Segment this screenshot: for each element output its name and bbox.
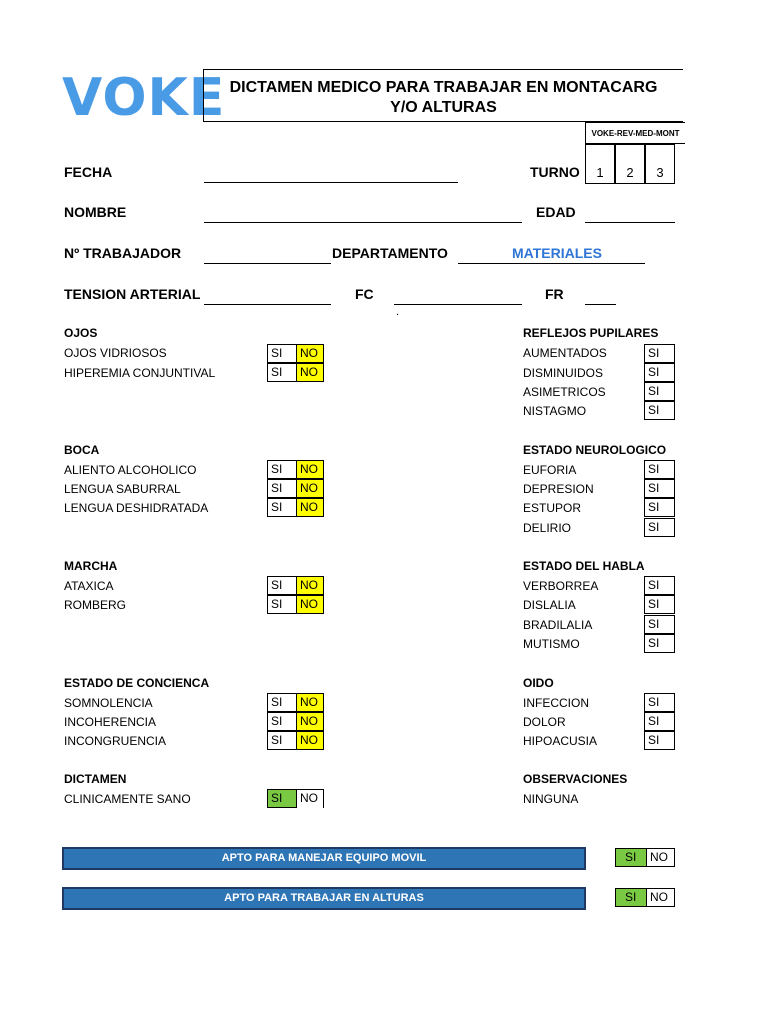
no-option[interactable]: NO — [296, 595, 324, 614]
item-label: BRADILALIA — [523, 618, 593, 632]
dictamen-item: CLINICAMENTE SANO — [64, 792, 191, 806]
form-title — [203, 69, 683, 122]
departamento-value: MATERIALES — [512, 245, 602, 261]
item-label: VERBORREA — [523, 579, 599, 593]
stray-dot: . — [396, 306, 400, 318]
section-marcha: MARCHA — [64, 559, 118, 573]
si-option[interactable]: SI — [644, 382, 675, 401]
section-oido: OIDO — [523, 676, 554, 690]
edad-label: EDAD — [536, 204, 576, 220]
si-option[interactable]: SI — [267, 731, 296, 750]
si-option[interactable]: SI — [267, 712, 296, 731]
nombre-label: NOMBRE — [64, 204, 127, 220]
item-label: DELIRIO — [523, 521, 572, 535]
trabajador-field[interactable] — [204, 263, 331, 264]
si-option[interactable]: SI — [267, 693, 296, 712]
turno-option-1[interactable]: 1 — [585, 144, 615, 184]
no-option[interactable]: NO — [646, 888, 675, 907]
section-habla: ESTADO DEL HABLA — [523, 559, 645, 573]
si-option[interactable]: SI — [267, 344, 296, 363]
si-option[interactable]: SI — [267, 363, 296, 382]
observaciones-value: NINGUNA — [523, 792, 579, 806]
item-label: OJOS VIDRIOSOS — [64, 346, 167, 360]
si-option[interactable]: SI — [644, 712, 675, 731]
no-option[interactable]: NO — [296, 460, 324, 479]
no-option[interactable]: NO — [296, 479, 324, 498]
item-label: LENGUA SABURRAL — [64, 482, 181, 496]
item-label: DISMINUIDOS — [523, 366, 604, 380]
no-option[interactable]: NO — [296, 498, 324, 517]
nombre-field[interactable] — [204, 222, 522, 223]
tension-label: TENSION ARTERIAL — [64, 286, 201, 302]
no-option[interactable]: NO — [296, 576, 324, 595]
fc-field[interactable] — [394, 304, 522, 305]
section-ojos: OJOS — [64, 326, 98, 340]
title-line-2: Y/O ALTURAS — [390, 99, 497, 116]
si-option[interactable]: SI — [644, 615, 675, 634]
item-label: DEPRESION — [523, 482, 594, 496]
form-code: VOKE-REV-MED-MONT — [585, 122, 685, 144]
no-option[interactable]: NO — [296, 712, 324, 731]
section-boca: BOCA — [64, 443, 100, 457]
departamento-label: DEPARTAMENTO — [332, 245, 448, 261]
item-label: AUMENTADOS — [523, 346, 607, 360]
si-option[interactable]: SI — [615, 888, 646, 907]
section-neurologico: ESTADO NEUROLOGICO — [523, 443, 667, 457]
item-label: HIPOACUSIA — [523, 734, 598, 748]
item-label: HIPEREMIA CONJUNTIVAL — [64, 366, 216, 380]
no-option[interactable]: NO — [296, 344, 324, 363]
si-option[interactable]: SI — [267, 576, 296, 595]
title-line-1: DICTAMEN MEDICO PARA TRABAJAR EN MONTACARG — [229, 79, 658, 96]
si-option[interactable]: SI — [644, 595, 675, 614]
si-option[interactable]: SI — [644, 363, 675, 382]
item-label: DOLOR — [523, 715, 566, 729]
no-option[interactable]: NO — [296, 731, 324, 750]
item-label: EUFORIA — [523, 463, 577, 477]
si-option[interactable]: SI — [644, 344, 675, 363]
item-label: ASIMETRICOS — [523, 385, 606, 399]
si-option[interactable]: SI — [644, 731, 675, 750]
item-label: INCONGRUENCIA — [64, 734, 167, 748]
si-option[interactable]: SI — [644, 634, 675, 653]
item-label: ROMBERG — [64, 598, 127, 612]
no-option[interactable]: NO — [296, 363, 324, 382]
voke-logo: VOKE — [62, 68, 226, 128]
si-option[interactable]: SI — [267, 789, 296, 808]
item-label: ALIENTO ALCOHOLICO — [64, 463, 197, 477]
fecha-label: FECHA — [64, 164, 113, 180]
fr-field[interactable] — [585, 304, 616, 305]
turno-option-3[interactable]: 3 — [645, 144, 675, 184]
si-option[interactable]: SI — [644, 518, 675, 537]
section-observaciones: OBSERVACIONES — [523, 772, 628, 786]
item-label: INCOHERENCIA — [64, 715, 157, 729]
si-option[interactable]: SI — [267, 595, 296, 614]
si-option[interactable]: SI — [267, 479, 296, 498]
fc-label: FC — [355, 286, 374, 302]
fr-label: FR — [545, 286, 564, 302]
turno-option-2[interactable]: 2 — [615, 144, 645, 184]
section-estado-conciencia: ESTADO DE CONCIENCA — [64, 676, 210, 690]
item-label: ESTUPOR — [523, 501, 582, 515]
apto-alturas-bar: APTO PARA TRABAJAR EN ALTURAS — [62, 887, 586, 910]
no-option[interactable]: NO — [296, 693, 324, 712]
turno-label: TURNO — [530, 164, 580, 180]
item-label: ATAXICA — [64, 579, 114, 593]
apto-equipo-movil-bar: APTO PARA MANEJAR EQUIPO MOVIL — [62, 847, 586, 870]
item-label: NISTAGMO — [523, 404, 587, 418]
item-label: MUTISMO — [523, 637, 580, 651]
si-option[interactable]: SI — [615, 848, 646, 867]
section-dictamen: DICTAMEN — [64, 772, 127, 786]
si-option[interactable]: SI — [267, 498, 296, 517]
no-option[interactable]: NO — [646, 848, 675, 867]
item-label: LENGUA DESHIDRATADA — [64, 501, 209, 515]
no-option[interactable]: NO — [296, 789, 324, 808]
departamento-field[interactable] — [458, 263, 645, 264]
item-label: SOMNOLENCIA — [64, 696, 153, 710]
item-label: INFECCION — [523, 696, 589, 710]
fecha-field[interactable] — [204, 182, 458, 183]
si-option[interactable]: SI — [644, 460, 675, 479]
si-option[interactable]: SI — [644, 401, 675, 420]
section-reflejos: REFLEJOS PUPILARES — [523, 326, 659, 340]
si-option[interactable]: SI — [644, 479, 675, 498]
edad-field[interactable] — [585, 222, 675, 223]
item-label: DISLALIA — [523, 598, 576, 612]
tension-field[interactable] — [204, 304, 331, 305]
si-option[interactable]: SI — [267, 460, 296, 479]
trabajador-label: Nº TRABAJADOR — [64, 245, 182, 261]
si-option[interactable]: SI — [644, 693, 675, 712]
si-option[interactable]: SI — [644, 498, 675, 517]
si-option[interactable]: SI — [644, 576, 675, 595]
